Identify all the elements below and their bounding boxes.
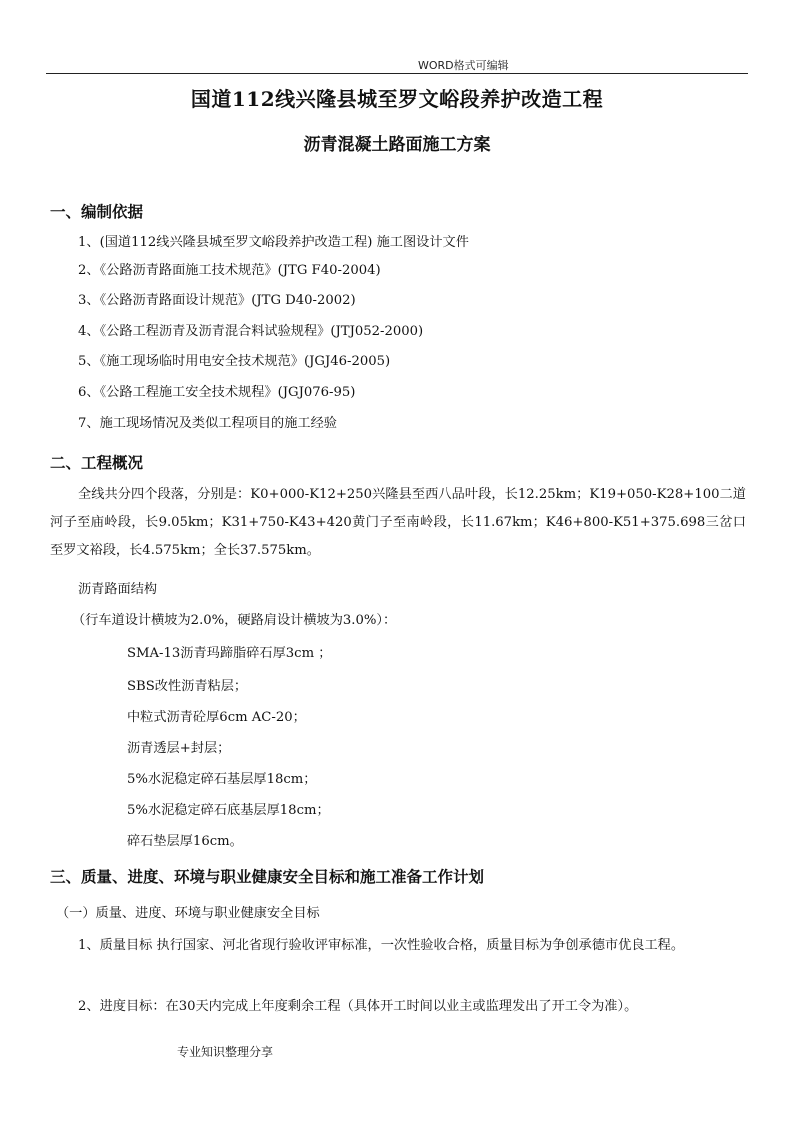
pavement-structure-note: （行车道设计横坡为2.0%，硬路肩设计横坡为3.0%）： (72, 613, 397, 628)
header-divider (46, 73, 748, 74)
basis-item: 3、《公路沥青路面设计规范》(JTG D40-2002) (78, 293, 356, 308)
project-overview-paragraph: 全线共分四个段落，分别是：K0+000-K12+250兴隆县至西八品叶段，长12.25km；K19+050-K28+100二道河子至庙岭段，长9.05km；K31+750-K43+420黄门子至南岭段，长11.67km；K46+800-K51+375.698三岔口至罗文裕段，长4.575km；全长37.575km。 (50, 487, 746, 558)
basis-item: 2、《公路沥青路面施工技术规范》(JTG F40-2004) (78, 263, 381, 278)
pavement-layer: SMA-13沥青玛蹄脂碎石厚3cm ； (127, 646, 332, 661)
page-header-text: WORD格式可编辑 (418, 59, 509, 72)
document-title: 国道112线兴隆县城至罗文峪段养护改造工程 (190, 87, 604, 111)
basis-item: 6、《公路工程施工安全技术规程》(JGJ076-95) (78, 385, 356, 400)
section-heading-targets: 三、质量、进度、环境与职业健康安全目标和施工准备工作计划 (50, 867, 485, 886)
quality-target-paragraph: 1、质量目标 执行国家、河北省现行验收评审标准，一次性验收合格，质量目标为争创承德市优良工程。 (78, 938, 685, 953)
basis-item: 1、(国道112线兴隆县城至罗文峪段养护改造工程) 施工图设计文件 (78, 235, 469, 250)
basis-item: 4、《公路工程沥青及沥青混合料试验规程》(JTJ052-2000) (78, 324, 424, 339)
section-heading-basis: 一、编制依据 (50, 202, 144, 221)
pavement-layer: 5%水泥稳定碎石基层厚18cm； (127, 772, 317, 787)
basis-item: 5、《施工现场临时用电安全技术规范》(JGJ46-2005) (78, 354, 391, 369)
subsection-heading-targets: （一）质量、进度、环境与职业健康安全目标 (56, 906, 320, 921)
basis-item: 7、施工现场情况及类似工程项目的施工经验 (78, 416, 337, 431)
pavement-layer: SBS改性沥青粘层； (127, 679, 248, 694)
section-heading-overview: 二、工程概况 (50, 453, 144, 472)
document-subtitle: 沥青混凝土路面施工方案 (303, 135, 491, 155)
page-footer-text: 专业知识整理分享 (177, 1045, 274, 1059)
pavement-structure-title: 沥青路面结构 (78, 582, 158, 597)
pavement-layer: 中粒式沥青砼厚6cm AC-20； (127, 710, 306, 725)
pavement-layer: 沥青透层+封层； (127, 741, 231, 756)
schedule-target-paragraph: 2、进度目标：在30天内完成上年度剩余工程（具体开工时间以业主或监理发出了开工令为准）。 (78, 999, 638, 1014)
pavement-layer: 碎石垫层厚16cm。 (127, 834, 243, 849)
pavement-layer: 5%水泥稳定碎石底基层厚18cm； (127, 803, 330, 818)
